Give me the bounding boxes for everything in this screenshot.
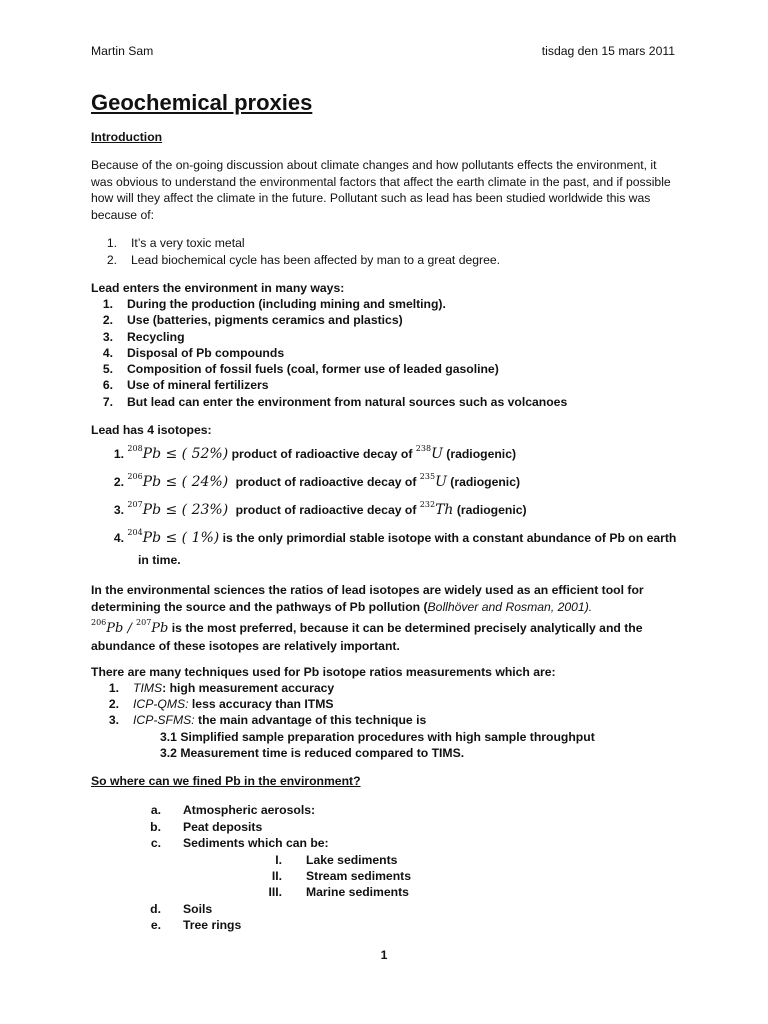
isotope-formula: $^{207}$Pb ≤ ( 23%)	[127, 500, 229, 518]
list-item: 2. Lead biochemical cycle has been affected by man to a great degree.	[106, 253, 501, 267]
page-title: Geochemical proxies	[91, 90, 313, 115]
sediment-item: II. Stream sediments	[271, 869, 411, 883]
header-author: Martin Sam	[91, 44, 154, 58]
intro-paragraph: Because of the on-going discussion about climate changes and how pollutants effects the environment, it was obvious to understand the environmental factors that affect the earth climate in the past, and if possible how will they affect the climate in the future. Pollutant such as lead has been studied worldwide this was because of:	[91, 158, 671, 222]
list-item: 2. ICP-QMS: less accuracy than ITMS	[108, 697, 334, 711]
list-item: b. Peat deposits	[150, 820, 263, 834]
page-number: 1	[380, 948, 388, 962]
list-item: a. Atmospheric aerosols:	[150, 803, 316, 817]
list-item: 7. But lead can enter the environment from natural sources such as volcanoes	[102, 395, 568, 409]
list-item: 3. ICP-SFMS: the main advantage of this technique is	[108, 713, 427, 727]
list-item: 3. Recycling	[102, 330, 185, 344]
header-date: tisdag den 15 mars 2011	[541, 44, 675, 58]
techniques-heading: There are many techniques used for Pb isotope ratios measurements which are:	[91, 665, 556, 679]
isotope-formula: $^{204}$Pb ≤ ( 1%)	[127, 528, 220, 546]
isotope-item: 3. $^{207}$Pb ≤ ( 23%) product of radioactive decay of $^{232}$Th (radiogenic)	[113, 500, 527, 518]
list-item: 1. During the production (including mining and smelting).	[102, 297, 446, 311]
list-item: 4. Disposal of Pb compounds	[102, 346, 285, 360]
lead-enters-heading: Lead enters the environment in many ways:	[91, 281, 345, 295]
sediment-item: I. Lake sediments	[275, 853, 398, 867]
isotope-formula: $^{208}$Pb ≤ ( 52%)	[127, 444, 229, 462]
sub-list-item: 3.1 Simplified sample preparation procedures with high sample throughput	[160, 730, 595, 744]
list-item: 5. Composition of fossil fuels (coal, former use of leaded gasoline)	[102, 362, 499, 376]
isotope-item: 1. $^{208}$Pb ≤ ( 52%) product of radioactive decay of $^{238}$U (radiogenic)	[113, 444, 517, 462]
list-item: 6. Use of mineral fertilizers	[102, 378, 269, 392]
where-heading: So where can we fined Pb in the environment?	[91, 774, 361, 788]
isotope-item-continuation: in time.	[138, 553, 181, 567]
sub-list-item: 3.2 Measurement time is reduced compared to TIMS.	[160, 746, 465, 760]
sediment-item: III. Marine sediments	[268, 885, 409, 899]
ratios-paragraph: In the environmental sciences the ratios of lead isotopes are widely used as an efficient tool for determining the source and the pathways of Pb pollution (Bollhöver and Rosman, 2001). $^{206}$Pb / $^{207}$Pb is the most preferred, because it can be determined precisely analytically and the abundance of these isotopes are relatively important.	[91, 583, 644, 653]
isotope-item: 4. $^{204}$Pb ≤ ( 1%) is the only primordial stable isotope with a constant abundance of Pb on earth	[113, 528, 677, 546]
list-item: e. Tree rings	[150, 918, 242, 932]
citation: Bollhöver and Rosman, 2001).	[427, 599, 593, 614]
isotope-ratio: $^{206}$Pb / $^{207}$Pb	[91, 618, 169, 636]
isotopes-heading: Lead has 4 isotopes:	[91, 423, 212, 437]
list-item: c. Sediments which can be:	[150, 836, 329, 850]
list-item: 1. It’s a very toxic metal	[106, 236, 245, 250]
list-item: 1. TIMS: high measurement accuracy	[108, 681, 335, 695]
intro-heading: Introduction	[91, 130, 163, 144]
isotope-formula: $^{206}$Pb ≤ ( 24%)	[127, 472, 229, 490]
isotope-item: 2. $^{206}$Pb ≤ ( 24%) product of radioactive decay of $^{235}$U (radiogenic)	[113, 472, 521, 490]
list-item: 2. Use (batteries, pigments ceramics and plastics)	[102, 313, 403, 327]
list-item: d. Soils	[150, 902, 213, 916]
